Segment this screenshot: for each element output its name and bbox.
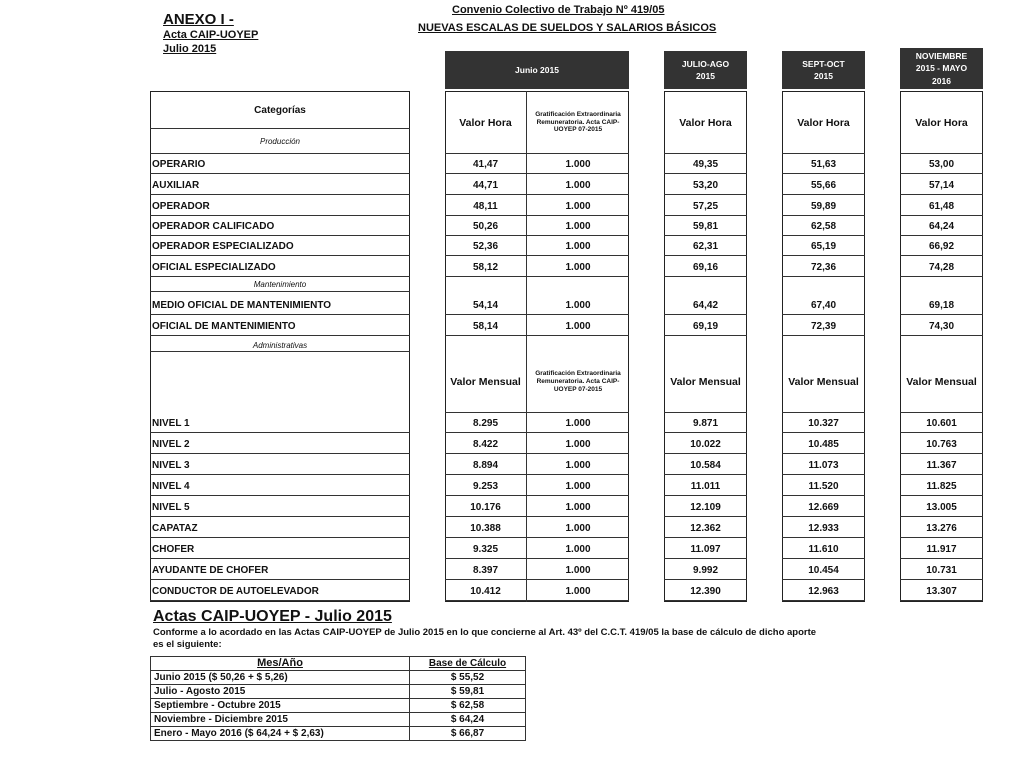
jul-value-cell: 11.011: [664, 477, 747, 496]
nov-value-cell: 69,18: [900, 296, 983, 315]
period-sept-line2: 2015: [814, 71, 833, 81]
anexo-title: ANEXO I -: [163, 11, 234, 28]
jul-value-cell: 11.097: [664, 540, 747, 559]
jul-value-cell: 53,20: [664, 176, 747, 195]
grat-value-cell: 1.000: [527, 176, 629, 195]
period-header-sept: [782, 51, 865, 89]
nov-value-cell: 10.731: [900, 561, 983, 580]
nov-value-cell: 74,28: [900, 258, 983, 277]
jul-value-cell: 69,19: [664, 317, 747, 336]
base-calculo-cell: $ 64,24: [410, 713, 526, 727]
base-calculo-cell: $ 55,52: [410, 671, 526, 685]
jun-value-cell: 9.253: [445, 477, 526, 496]
grat-value-cell: 1.000: [527, 296, 629, 315]
jun-value-cell: 8.397: [445, 561, 526, 580]
grat-value-cell: 1.000: [527, 477, 629, 496]
mes-ano-cell: Noviembre - Diciembre 2015: [151, 713, 410, 727]
gratificacion-header: Gratificación Extraordinaria Remuneratoria. Acta CAIP-UOYEP 07-2015: [527, 92, 629, 154]
category-cell: OPERARIO: [150, 155, 410, 174]
category-cell: AYUDANTE DE CHOFER: [150, 561, 410, 580]
nov-value-cell: 13.307: [900, 582, 983, 601]
base-calculo-cell: $ 59,81: [410, 685, 526, 699]
nov-value-cell: 10.763: [900, 435, 983, 454]
period-julio-line1: JULIO-AGO: [681, 58, 730, 69]
category-cell: NIVEL 4: [150, 477, 410, 496]
grat-value-cell: 1.000: [527, 519, 629, 538]
table-row: [151, 699, 526, 713]
period-header-nov: [900, 48, 983, 89]
jul-value-cell: 12.390: [664, 582, 747, 601]
jun-value-cell: 50,26: [445, 217, 526, 236]
category-cell: AUXILIAR: [150, 176, 410, 195]
jun-value-cell: 52,36: [445, 237, 526, 256]
sep-value-cell: 59,89: [782, 197, 865, 216]
jul-value-cell: 49,35: [664, 155, 747, 174]
categorias-header: Categorías: [150, 92, 410, 129]
junio-valor-mensual-header: Valor Mensual: [445, 352, 526, 413]
actas-text-line2: es el siguiente:: [153, 639, 222, 650]
period-nov-line1: NOVIEMBRE: [915, 51, 968, 62]
base-calculo-table: [150, 656, 526, 741]
nov-value-cell: 66,92: [900, 237, 983, 256]
junio-valor-hora-header: Valor Hora: [445, 92, 526, 154]
mantenimiento-section-label: Mantenimiento: [150, 278, 410, 292]
grat-value-cell: 1.000: [527, 155, 629, 174]
category-cell: CAPATAZ: [150, 519, 410, 538]
period-julio-line2: 2015: [696, 71, 715, 81]
period-nov-line2: 2015 - MAYO: [915, 63, 968, 74]
grat-value-cell: 1.000: [527, 237, 629, 256]
category-cell: NIVEL 2: [150, 435, 410, 454]
category-cell: CONDUCTOR DE AUTOELEVADOR: [150, 582, 410, 601]
jun-value-cell: 58,12: [445, 258, 526, 277]
grat-value-cell: 1.000: [527, 217, 629, 236]
jul-value-cell: 12.109: [664, 498, 747, 517]
sep-value-cell: 62,58: [782, 217, 865, 236]
jul-value-cell: 57,25: [664, 197, 747, 216]
jul-value-cell: 64,42: [664, 296, 747, 315]
jun-value-cell: 48,11: [445, 197, 526, 216]
sep-value-cell: 72,39: [782, 317, 865, 336]
document-title: Convenio Colectivo de Trabajo Nº 419/05: [452, 4, 665, 16]
period-junio-label: Junio 2015: [515, 64, 559, 75]
table-row: [151, 727, 526, 741]
sep-value-cell: 72,36: [782, 258, 865, 277]
mes-ano-cell: Junio 2015 ($ 50,26 + $ 5,26): [151, 671, 410, 685]
sept-valor-mensual-header: Valor Mensual: [782, 352, 865, 413]
table-row: [151, 685, 526, 699]
jul-value-cell: 59,81: [664, 217, 747, 236]
jun-value-cell: 10.176: [445, 498, 526, 517]
category-cell: CHOFER: [150, 540, 410, 559]
document-subtitle: NUEVAS ESCALAS DE SUELDOS Y SALARIOS BÁSICOS: [418, 22, 717, 34]
grat-value-cell: 1.000: [527, 435, 629, 454]
jun-value-cell: 58,14: [445, 317, 526, 336]
row-separator: [150, 292, 983, 295]
jun-value-cell: 9.325: [445, 540, 526, 559]
fecha-label: Julio 2015: [163, 43, 217, 55]
actas-text-line1: Conforme a lo acordado en las Actas CAIP-UOYEP de Julio 2015 en lo que concierne al Art. 43º del C.C.T. 419/05 la base de cálculo de dicho aporte: [153, 627, 817, 638]
sep-value-cell: 55,66: [782, 176, 865, 195]
category-cell: OFICIAL ESPECIALIZADO: [150, 258, 410, 277]
nov-value-cell: 61,48: [900, 197, 983, 216]
grat-value-cell: 1.000: [527, 258, 629, 277]
jun-value-cell: 8.422: [445, 435, 526, 454]
nov-value-cell: 74,30: [900, 317, 983, 336]
jun-value-cell: 44,71: [445, 176, 526, 195]
nov-value-cell: 57,14: [900, 176, 983, 195]
julio-valor-mensual-header: Valor Mensual: [664, 352, 747, 413]
administrativas-section-label: Administrativas: [150, 339, 410, 352]
grat-value-cell: 1.000: [527, 317, 629, 336]
mes-ano-cell: Septiembre - Octubre 2015: [151, 699, 410, 713]
sep-value-cell: 12.933: [782, 519, 865, 538]
jun-value-cell: 41,47: [445, 155, 526, 174]
nov-value-cell: 10.601: [900, 414, 983, 433]
nov-value-cell: 13.276: [900, 519, 983, 538]
actas-title: Actas CAIP-UOYEP - Julio 2015: [153, 608, 392, 625]
period-header-julio: [664, 51, 747, 89]
nov-valor-mensual-header: Valor Mensual: [900, 352, 983, 413]
category-cell: OPERADOR CALIFICADO: [150, 217, 410, 236]
base-calculo-cell: $ 66,87: [410, 727, 526, 741]
nov-value-cell: 11.367: [900, 456, 983, 475]
jun-value-cell: 54,14: [445, 296, 526, 315]
table-row: [151, 671, 526, 685]
base-calculo-cell: $ 62,58: [410, 699, 526, 713]
grat-value-cell: 1.000: [527, 456, 629, 475]
produccion-section-label: Producción: [150, 129, 410, 154]
jul-value-cell: 10.584: [664, 456, 747, 475]
acta-label: Acta CAIP-UOYEP: [163, 29, 259, 41]
jun-value-cell: 8.295: [445, 414, 526, 433]
category-cell: OFICIAL DE MANTENIMIENTO: [150, 317, 410, 336]
sep-value-cell: 11.520: [782, 477, 865, 496]
base-calculo-header: Base de Cálculo: [410, 657, 526, 671]
sep-value-cell: 51,63: [782, 155, 865, 174]
sept-valor-hora-header: Valor Hora: [782, 92, 865, 154]
mes-ano-cell: Enero - Mayo 2016 ($ 64,24 + $ 2,63): [151, 727, 410, 741]
nov-valor-hora-header: Valor Hora: [900, 92, 983, 154]
mes-ano-cell: Julio - Agosto 2015: [151, 685, 410, 699]
jul-value-cell: 9.871: [664, 414, 747, 433]
grat-value-cell: 1.000: [527, 540, 629, 559]
category-cell: OPERADOR: [150, 197, 410, 216]
category-cell: OPERADOR ESPECIALIZADO: [150, 237, 410, 256]
grat-value-cell: 1.000: [527, 582, 629, 601]
sep-value-cell: 10.485: [782, 435, 865, 454]
jun-value-cell: 10.412: [445, 582, 526, 601]
jul-value-cell: 9.992: [664, 561, 747, 580]
jul-value-cell: 62,31: [664, 237, 747, 256]
sep-value-cell: 10.327: [782, 414, 865, 433]
jul-value-cell: 12.362: [664, 519, 747, 538]
nov-value-cell: 11.917: [900, 540, 983, 559]
grat-value-cell: 1.000: [527, 197, 629, 216]
table-row: [151, 713, 526, 727]
category-cell: MEDIO OFICIAL DE MANTENIMIENTO: [150, 296, 410, 315]
mes-ano-header: Mes/Año: [151, 657, 410, 671]
jul-value-cell: 69,16: [664, 258, 747, 277]
sep-value-cell: 10.454: [782, 561, 865, 580]
jun-value-cell: 10.388: [445, 519, 526, 538]
grat-value-cell: 1.000: [527, 498, 629, 517]
jul-value-cell: 10.022: [664, 435, 747, 454]
period-header-junio: [445, 51, 629, 89]
sep-value-cell: 67,40: [782, 296, 865, 315]
nov-value-cell: 64,24: [900, 217, 983, 236]
period-nov-line3: 2016: [932, 75, 951, 86]
gratificacion-admin-header: Gratificación Extraordinaria Remuneratoria. Acta CAIP-UOYEP 07-2015: [527, 352, 629, 413]
jun-value-cell: 8.894: [445, 456, 526, 475]
julio-valor-hora-header: Valor Hora: [664, 92, 747, 154]
grat-value-cell: 1.000: [527, 414, 629, 433]
nov-value-cell: 11.825: [900, 477, 983, 496]
sep-value-cell: 12.669: [782, 498, 865, 517]
nov-value-cell: 53,00: [900, 155, 983, 174]
category-cell: NIVEL 3: [150, 456, 410, 475]
sep-value-cell: 11.610: [782, 540, 865, 559]
category-cell: NIVEL 1: [150, 414, 410, 433]
sep-value-cell: 11.073: [782, 456, 865, 475]
sep-value-cell: 65,19: [782, 237, 865, 256]
nov-value-cell: 13.005: [900, 498, 983, 517]
category-cell: NIVEL 5: [150, 498, 410, 517]
grat-value-cell: 1.000: [527, 561, 629, 580]
sep-value-cell: 12.963: [782, 582, 865, 601]
period-sept-line1: SEPT-OCT: [802, 58, 845, 69]
